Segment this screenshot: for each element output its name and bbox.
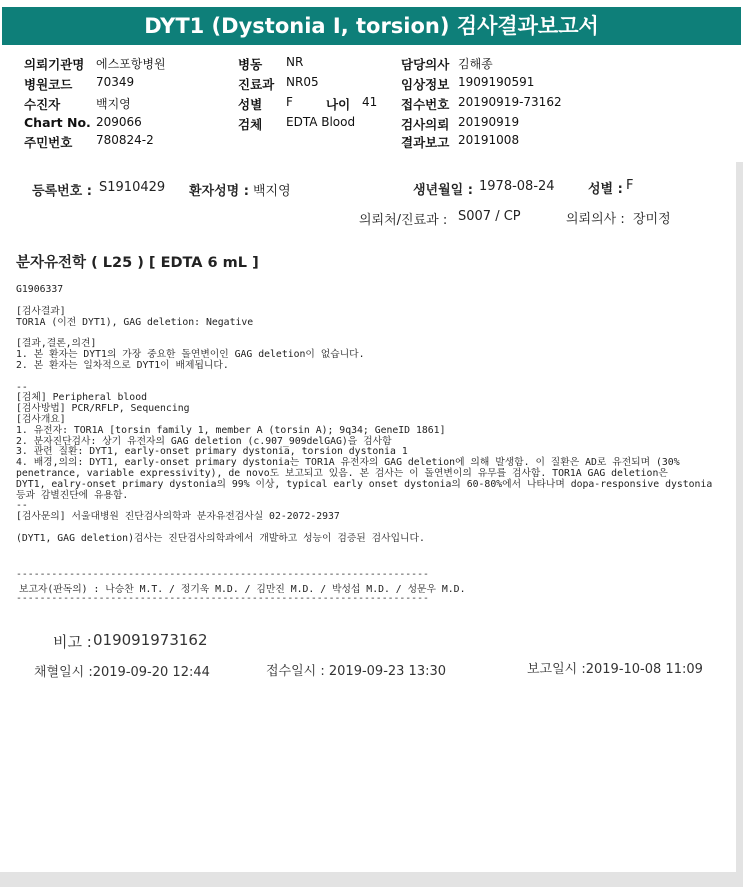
reporter-line: 보고자(판독의) : 나승찬 M.T. / 정기욱 M.D. / 김만진 M.D. / 박성섭 M.D. / 성문우 M.D.: [19, 584, 466, 595]
dept-code-label: 의뢰처/진료과 :: [359, 213, 448, 228]
report-line: [검체] Peripheral blood: [16, 392, 147, 404]
resident-no-value: 780824-2: [96, 133, 154, 147]
report-line: [검사결과]: [16, 306, 66, 317]
resident-no-label: 주민번호: [24, 135, 73, 150]
report-line: [검사문의] 서울대병원 진단검사의학과 분자유전검사실 02-2072-2937: [16, 511, 340, 523]
divider-bottom: ----------------------------------------------------------------------: [16, 593, 429, 604]
report-line: --: [16, 500, 28, 512]
age-label: 나이: [326, 97, 351, 112]
report-line: 1. 유전자: TOR1A [torsin family 1, member A (torsin A); 9q34; GeneID 1861]: [16, 424, 446, 436]
dept-label: 진료과: [238, 77, 275, 92]
receipt-datetime: 접수일시 : 2019-09-23 13:30: [266, 664, 447, 679]
report-body: [16, 307, 734, 545]
hospital-value: 에스포항병원: [96, 57, 166, 71]
report-title: DYT1 (Dystonia I, torsion) 검사결과보고서: [2, 7, 741, 45]
hospital-label: 의뢰기관명: [24, 57, 85, 72]
result-sheet: [0, 162, 736, 872]
patient-sex-value: F: [626, 178, 634, 193]
report-line: 등과 감별진단에 유용함.: [16, 489, 129, 501]
report-line: [결과,결론,의견]: [16, 338, 97, 350]
divider-top: ----------------------------------------------------------------------: [16, 569, 429, 580]
ward-label: 병동: [238, 57, 263, 72]
report-line: 4. 배경,의의: DYT1, early-onset primary dystonia는 TOR1A 유전자의 GAG deletion에 의해 발생함. 이 질환은 AD로 유전되며 (30%: [16, 457, 680, 469]
section-title: 분자유전학 ( L25 ) [ EDTA 6 mL ]: [16, 255, 259, 271]
report-line: [16, 372, 734, 383]
dob-label: 생년월일 :: [413, 183, 473, 198]
patient-value: 백지영: [96, 97, 131, 111]
report-date-value: 20191008: [458, 133, 520, 147]
reg-no-value: S1910429: [99, 180, 166, 195]
clinical-info-value: 1909190591: [458, 75, 535, 89]
doctor-label: 담당의사: [401, 57, 450, 72]
report-line: [검사방법] PCR/RFLP, Sequencing: [16, 403, 190, 415]
report-line: DYT1, ealry-onset primary dystonia의 99% 이상, typical early onset dystonia의 60-80%에서 나타나며 dopa-responsive dystonia: [16, 478, 713, 490]
patient-name-label: 환자성명 :: [189, 184, 249, 199]
receipt-no-label: 접수번호: [401, 97, 450, 112]
remark-value: 019091973162: [93, 631, 208, 649]
report-header: [0, 0, 743, 162]
report-line: [검사개요]: [16, 413, 66, 425]
dept-value: NR05: [286, 75, 319, 89]
age-value: 41: [362, 95, 378, 109]
report-line: 2. 본 환자는 일차적으로 DYT1이 배제됩니다.: [16, 359, 229, 371]
patient-label: 수진자: [24, 97, 61, 112]
report-line: --: [16, 381, 28, 393]
report-line: (DYT1, GAG deletion)검사는 진단검사의학과에서 개발하고 성능이 검증된 검사입니다.: [16, 532, 425, 544]
sex-value: F: [286, 95, 293, 109]
report-line: [16, 329, 734, 340]
sex-label: 성별: [238, 97, 263, 112]
receipt-no-value: 20190919-73162: [458, 95, 562, 109]
ordering-doctor-value: 장미정: [633, 212, 671, 227]
dept-code-value: S007 / CP: [458, 209, 521, 224]
patient-name-value: 백지영: [253, 184, 291, 199]
report-line: penetrance, variable expressivity), de novo도 보고되고 있음. 본 검사는 이 돌연변이의 유무를 검사함. TOR1A GAG deletion은: [16, 467, 668, 479]
report-line: TOR1A (이전 DYT1), GAG deletion: Negative: [16, 316, 254, 328]
collection-datetime: 채혈일시 :2019-09-20 12:44: [34, 665, 210, 680]
request-date-label: 검사의뢰: [401, 117, 450, 132]
report-line: 3. 관련 질환: DYT1, early-onset primary dystonia, torsion dystonia 1: [16, 446, 408, 458]
report-datetime: 보고일시 :2019-10-08 11:09: [527, 662, 703, 677]
ordering-doctor-label: 의뢰의사 :: [566, 212, 625, 227]
request-date-value: 20190919: [458, 115, 520, 129]
specimen-value: EDTA Blood: [286, 115, 356, 129]
report-line: 1. 본 환자는 DYT1의 가장 중요한 돌연변이인 GAG deletion이 없습니다.: [16, 349, 365, 361]
patient-sex-label: 성별 :: [588, 182, 623, 197]
specimen-label: 검체: [238, 117, 263, 132]
specimen-id: G1906337: [16, 284, 64, 295]
reg-no-label: 등록번호 :: [32, 184, 92, 199]
hospital-code-value: 70349: [96, 75, 135, 89]
dob-value: 1978-08-24: [479, 179, 555, 194]
ward-value: NR: [286, 55, 304, 69]
report-date-label: 결과보고: [401, 135, 450, 150]
hospital-code-label: 병원코드: [24, 77, 73, 92]
clinical-info-label: 임상정보: [401, 77, 450, 92]
chart-no-value: 209066: [96, 115, 142, 129]
chart-no-label: Chart No.: [24, 115, 91, 130]
report-line: 2. 분자진단검사: 상기 유전자의 GAG deletion (c.907_909delGAG)을 검사함: [16, 435, 392, 447]
remark-label: 비고 :: [53, 633, 92, 651]
doctor-value: 김해종: [458, 57, 493, 71]
